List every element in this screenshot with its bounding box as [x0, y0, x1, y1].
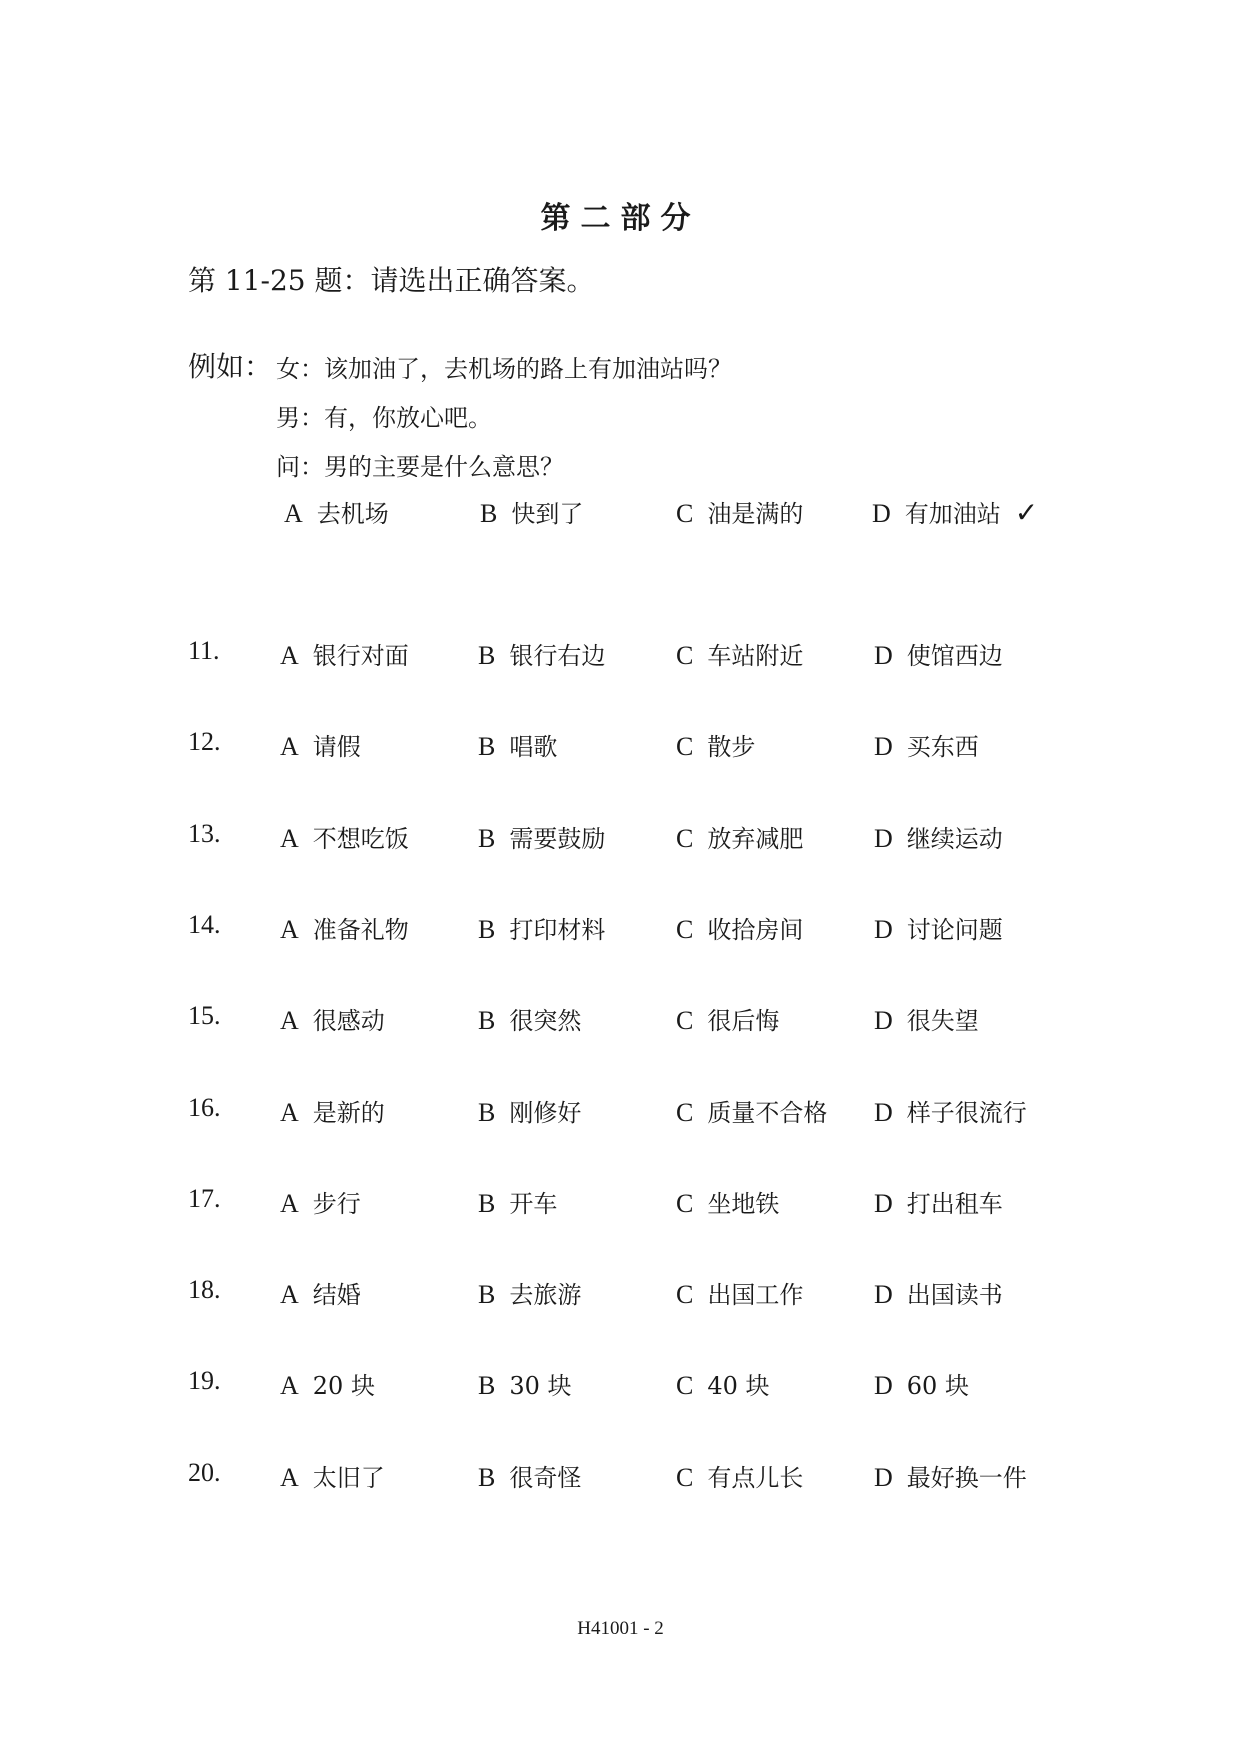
answer-option-d[interactable] [874, 1275, 1003, 1310]
answer-option-a[interactable] [280, 819, 409, 854]
option-letter: D [874, 1006, 893, 1036]
question-number: 11. [188, 636, 220, 665]
question-number: 20. [188, 1457, 221, 1487]
option-letter: C [676, 1280, 694, 1310]
answer-option-a[interactable] [280, 910, 409, 945]
question-number: 19. [188, 1366, 221, 1396]
option-letter: D [874, 732, 893, 762]
option-text: 是新的 [312, 1098, 385, 1127]
answer-option-b[interactable] [478, 727, 557, 762]
option-letter: C [676, 1006, 694, 1036]
option-letter: B [478, 732, 496, 762]
option-letter: D [874, 1371, 893, 1401]
option-text: 打出租车 [906, 1189, 1003, 1218]
option-letter: B [478, 1462, 496, 1492]
question-row [188, 910, 1088, 950]
answer-option-c[interactable] [676, 727, 755, 762]
example-options [284, 494, 1084, 534]
option-text: 收拾房间 [707, 915, 804, 944]
option-letter: B [480, 499, 498, 528]
option-text: 最好换一件 [906, 1463, 1027, 1492]
option-letter: B [478, 1006, 496, 1036]
question-number: 12. [188, 727, 221, 757]
question-row [188, 1093, 1088, 1133]
option-text: 去旅游 [509, 1281, 582, 1310]
question-row [188, 636, 1088, 676]
example-option-b [480, 494, 583, 529]
option-letter: A [280, 1371, 299, 1401]
example-lead: 例如： [188, 350, 273, 383]
option-letter: D [874, 823, 893, 853]
question-row [188, 1001, 1088, 1041]
option-letter: B [478, 641, 496, 670]
answer-option-d[interactable] [874, 910, 1003, 945]
answer-option-b[interactable] [478, 1001, 581, 1036]
option-text: 去机场 [316, 500, 389, 528]
option-text: 出国工作 [707, 1281, 804, 1310]
option-letter: B [478, 1188, 496, 1218]
answer-option-c[interactable] [676, 910, 803, 945]
option-text: 30 块 [509, 1372, 572, 1401]
option-text: 60 块 [906, 1372, 969, 1401]
answer-option-d[interactable] [874, 1093, 1027, 1128]
option-text: 继续运动 [906, 824, 1003, 853]
option-text: 有点儿长 [707, 1463, 804, 1492]
option-letter: A [280, 823, 299, 853]
option-text: 银行右边 [509, 642, 606, 670]
question-number: 13. [188, 818, 221, 848]
answer-option-b[interactable] [478, 1366, 572, 1401]
page-footer: H41001 - 2 [577, 1618, 664, 1639]
option-letter: C [676, 499, 694, 528]
answer-option-b[interactable] [478, 1275, 581, 1310]
example-dialogue-woman: 女：该加油了，去机场的路上有加油站吗？ [276, 355, 732, 383]
option-letter: A [280, 1462, 299, 1492]
option-text: 快到了 [511, 500, 584, 528]
answer-option-a[interactable] [280, 1275, 361, 1310]
option-text: 不想吃饭 [312, 824, 409, 853]
example-option-c [676, 494, 803, 529]
option-text: 请假 [312, 733, 361, 762]
option-letter: C [676, 1097, 694, 1127]
option-letter: A [280, 732, 299, 762]
question-number: 18. [188, 1275, 221, 1305]
section-title: 第二部分 [540, 201, 701, 236]
option-text: 很突然 [509, 1007, 582, 1036]
answer-option-a[interactable] [280, 727, 361, 762]
answer-option-d[interactable] [874, 819, 1003, 854]
answer-option-c[interactable] [676, 1093, 827, 1128]
option-letter: C [676, 732, 694, 762]
option-text: 银行对面 [312, 642, 409, 670]
answer-option-d[interactable] [874, 1184, 1003, 1219]
answer-option-b[interactable] [478, 1184, 557, 1219]
option-letter: A [280, 1097, 299, 1127]
question-row [188, 1184, 1088, 1224]
option-letter: B [478, 1097, 496, 1127]
option-text: 刚修好 [509, 1098, 582, 1127]
option-letter: D [874, 914, 893, 944]
option-letter: B [478, 1280, 496, 1310]
answer-option-a[interactable] [280, 1184, 361, 1219]
option-letter: B [478, 823, 496, 853]
answer-option-a[interactable] [280, 1001, 385, 1036]
option-text: 结婚 [312, 1281, 361, 1310]
option-text: 开车 [509, 1189, 558, 1218]
option-letter: A [280, 914, 299, 944]
question-row [188, 1366, 1088, 1406]
option-letter: C [676, 1462, 694, 1492]
answer-option-c[interactable] [676, 1275, 803, 1310]
question-number: 15. [188, 1001, 221, 1031]
answer-option-c[interactable] [676, 819, 803, 854]
answer-option-a[interactable] [280, 1458, 385, 1493]
option-letter: C [676, 914, 694, 944]
option-letter: D [874, 1462, 893, 1492]
question-number: 14. [188, 909, 221, 939]
option-text: 20 块 [312, 1372, 375, 1401]
answer-option-b[interactable] [478, 636, 605, 671]
answer-option-b[interactable] [478, 1458, 581, 1493]
option-letter: D [872, 499, 891, 528]
option-text: 步行 [312, 1189, 361, 1218]
option-letter: D [874, 1188, 893, 1218]
question-row [188, 727, 1088, 767]
answer-option-c[interactable] [676, 1184, 779, 1219]
option-text: 车站附近 [707, 642, 804, 670]
answer-option-d[interactable] [874, 1366, 969, 1401]
option-letter: C [676, 823, 694, 853]
option-letter: D [874, 641, 893, 670]
answer-option-d[interactable] [874, 727, 979, 762]
option-letter: A [284, 499, 303, 528]
answer-option-c[interactable] [676, 1001, 779, 1036]
example-dialogue-man: 男：有，你放心吧。 [276, 404, 492, 432]
option-text: 放弃减肥 [707, 824, 804, 853]
example-option-d [872, 494, 1038, 529]
question-number: 17. [188, 1183, 221, 1213]
option-text: 有加油站 [904, 500, 1001, 528]
option-text: 很失望 [906, 1007, 979, 1036]
option-text: 准备礼物 [312, 915, 409, 944]
option-text: 打印材料 [509, 915, 606, 944]
answer-option-a[interactable] [280, 1366, 375, 1401]
example-option-a [284, 494, 389, 529]
option-text: 很奇怪 [509, 1463, 582, 1492]
question-row [188, 1458, 1088, 1498]
option-letter: A [280, 1006, 299, 1036]
option-letter: D [874, 1280, 893, 1310]
option-letter: B [478, 914, 496, 944]
option-text: 需要鼓励 [509, 824, 606, 853]
checkmark-icon: ✓ [1014, 496, 1039, 529]
option-text: 质量不合格 [707, 1098, 828, 1127]
answer-option-c[interactable] [676, 1458, 803, 1493]
answer-option-d[interactable] [874, 1001, 979, 1036]
option-letter: C [676, 641, 694, 670]
answer-option-b[interactable] [478, 1093, 581, 1128]
option-text: 油是满的 [707, 500, 804, 528]
answer-option-d[interactable] [874, 636, 1003, 671]
option-letter: A [280, 641, 299, 670]
example-question: 问：男的主要是什么意思？ [276, 453, 564, 481]
answer-option-c[interactable] [676, 636, 803, 671]
answer-option-a[interactable] [280, 1093, 385, 1128]
option-text: 唱歌 [509, 733, 558, 762]
option-text: 很后悔 [707, 1007, 780, 1036]
option-letter: A [280, 1188, 299, 1218]
answer-option-c[interactable] [676, 1366, 770, 1401]
question-number: 16. [188, 1092, 221, 1122]
option-text: 太旧了 [312, 1463, 385, 1492]
option-text: 买东西 [906, 733, 979, 762]
question-row [188, 1275, 1088, 1315]
option-text: 讨论问题 [906, 915, 1003, 944]
option-text: 散步 [707, 733, 756, 762]
option-text: 使馆西边 [906, 642, 1003, 670]
option-letter: A [280, 1280, 299, 1310]
option-text: 40 块 [707, 1372, 770, 1401]
answer-option-a[interactable] [280, 636, 409, 671]
option-text: 出国读书 [906, 1281, 1003, 1310]
answer-option-b[interactable] [478, 819, 605, 854]
option-text: 坐地铁 [707, 1189, 780, 1218]
option-letter: D [874, 1097, 893, 1127]
option-letter: C [676, 1188, 694, 1218]
instruction-text: 第 11-25 题：请选出正确答案。 [188, 264, 595, 297]
option-text: 样子很流行 [906, 1098, 1027, 1127]
option-text: 很感动 [312, 1007, 385, 1036]
answer-option-b[interactable] [478, 910, 605, 945]
option-letter: C [676, 1371, 694, 1401]
answer-option-d[interactable] [874, 1458, 1027, 1493]
question-row [188, 819, 1088, 859]
option-letter: B [478, 1371, 496, 1401]
